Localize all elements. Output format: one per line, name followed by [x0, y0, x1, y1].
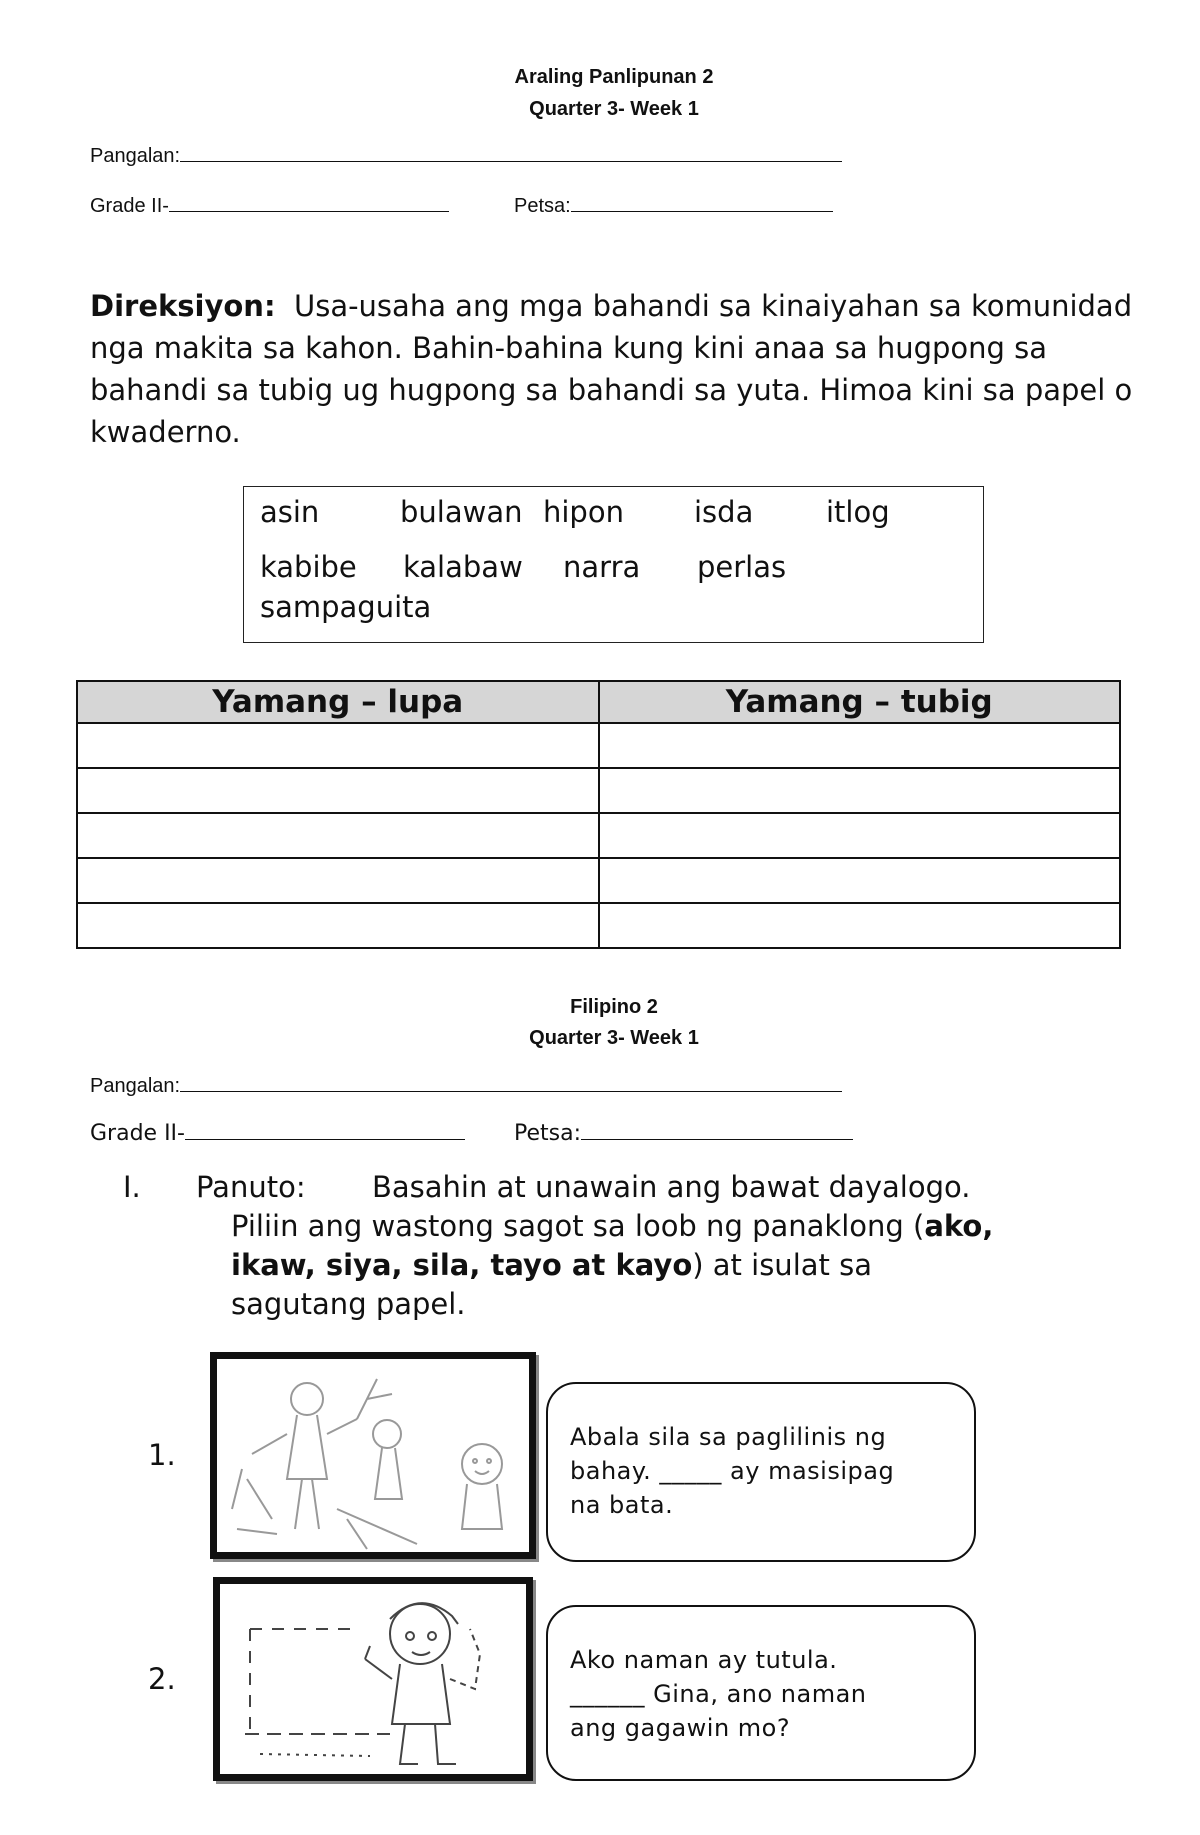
word-bank-item: isda [694, 495, 754, 529]
table-row [77, 903, 1120, 948]
fil-name-field[interactable] [90, 1075, 842, 1098]
panuto-pronouns-2: ikaw, siya, sila, tayo at kayo [231, 1248, 693, 1282]
answer-cell[interactable] [599, 723, 1121, 768]
fil-subject-title: Filipino 2 [570, 996, 658, 1018]
dialogue-bubble-1 [546, 1382, 976, 1562]
fil-name-label: Pangalan: [90, 1075, 181, 1097]
answer-cell[interactable] [599, 858, 1121, 903]
panuto-line-2 [231, 1206, 993, 1246]
panuto-pronouns-1: ako, [924, 1209, 994, 1243]
table-row [77, 723, 1120, 768]
item-2-picture [213, 1577, 533, 1781]
panuto-text: Piliin ang wastong sagot sa loob ng panaklong ( [231, 1209, 925, 1243]
fil-name-line[interactable] [180, 1090, 842, 1092]
dialogue-line: Ako naman ay tutula. [570, 1646, 838, 1674]
fil-quarter-title: Quarter 3- Week 1 [529, 1027, 699, 1049]
dialogue-line: na bata. [570, 1491, 674, 1519]
dialogue-line: ______ Gina, ano naman [570, 1680, 867, 1708]
dialogue-line: Abala sila sa paglilinis ng [570, 1423, 887, 1451]
word-bank-item: itlog [826, 495, 890, 529]
fil-date-field[interactable] [514, 1121, 853, 1146]
ap-date-field[interactable] [514, 195, 833, 218]
answer-cell[interactable] [77, 813, 599, 858]
panuto-label: Panuto: [196, 1170, 306, 1204]
answer-cell[interactable] [77, 768, 599, 813]
dialogue-line: bahay. _____ ay masisipag [570, 1457, 895, 1485]
word-bank-item: bulawan [400, 495, 523, 529]
ap-subject-title: Araling Panlipunan 2 [514, 66, 714, 88]
answer-cell[interactable] [599, 768, 1121, 813]
column-header-tubig: Yamang – tubig [599, 681, 1121, 723]
answer-cell[interactable] [77, 903, 599, 948]
word-bank-item: sampaguita [260, 590, 432, 624]
answer-cell[interactable] [599, 813, 1121, 858]
word-bank-item: kalabaw [403, 550, 523, 584]
ap-directions [90, 285, 1140, 453]
child-with-board-drawing-icon [220, 1584, 526, 1774]
fil-grade-label: Grade II- [90, 1121, 185, 1146]
fil-grade-line[interactable] [185, 1138, 465, 1140]
table-row [77, 768, 1120, 813]
answer-cell[interactable] [77, 723, 599, 768]
item-number: 1. [148, 1438, 176, 1472]
yamang-table [76, 680, 1121, 949]
ap-direction-text: Usa-usaha ang mga bahandi sa kinaiyahan sa komunidad nga makita sa kahon. Bahin-bahina kung kini anaa sa hugpong sa bahandi sa tubig ug hugpong sa bahandi sa yuta. Himoa kini sa papel o kwaderno. [90, 289, 1133, 449]
cleaning-children-drawing-icon [217, 1359, 529, 1552]
fil-date-line[interactable] [581, 1138, 853, 1140]
table-row [77, 858, 1120, 903]
ap-direction-label: Direksiyon: [90, 289, 276, 323]
roman-numeral: I. [123, 1170, 141, 1204]
fil-grade-field[interactable] [90, 1121, 465, 1146]
word-bank-item: kabibe [260, 550, 357, 584]
ap-grade-line[interactable] [169, 210, 449, 212]
panuto-line-4: sagutang papel. [231, 1287, 466, 1321]
item-number: 2. [148, 1662, 176, 1696]
fil-date-label: Petsa: [514, 1121, 581, 1146]
answer-cell[interactable] [77, 858, 599, 903]
ap-grade-label: Grade II- [90, 195, 169, 217]
ap-date-label: Petsa: [514, 195, 571, 217]
column-header-lupa: Yamang – lupa [77, 681, 599, 723]
word-bank-item: asin [260, 495, 320, 529]
panuto-text: ) at isulat sa [692, 1248, 872, 1282]
answer-cell[interactable] [599, 903, 1121, 948]
ap-name-line[interactable] [180, 160, 842, 162]
ap-date-line[interactable] [571, 210, 833, 212]
ap-quarter-title: Quarter 3- Week 1 [529, 98, 699, 120]
word-bank-item: narra [563, 550, 641, 584]
ap-grade-field[interactable] [90, 195, 449, 218]
panuto-line-1: Basahin at unawain ang bawat dayalogo. [372, 1170, 971, 1204]
word-bank-box [243, 486, 984, 643]
table-row [77, 813, 1120, 858]
dialogue-bubble-2 [546, 1605, 976, 1781]
word-bank-item: hipon [543, 495, 624, 529]
ap-name-label: Pangalan: [90, 145, 181, 167]
table-header-row [77, 681, 1120, 723]
panuto-line-3 [231, 1245, 872, 1285]
dialogue-line: ang gagawin mo? [570, 1714, 791, 1742]
ap-name-field[interactable] [90, 145, 842, 168]
item-1-picture [210, 1352, 536, 1559]
word-bank-item: perlas [697, 550, 787, 584]
